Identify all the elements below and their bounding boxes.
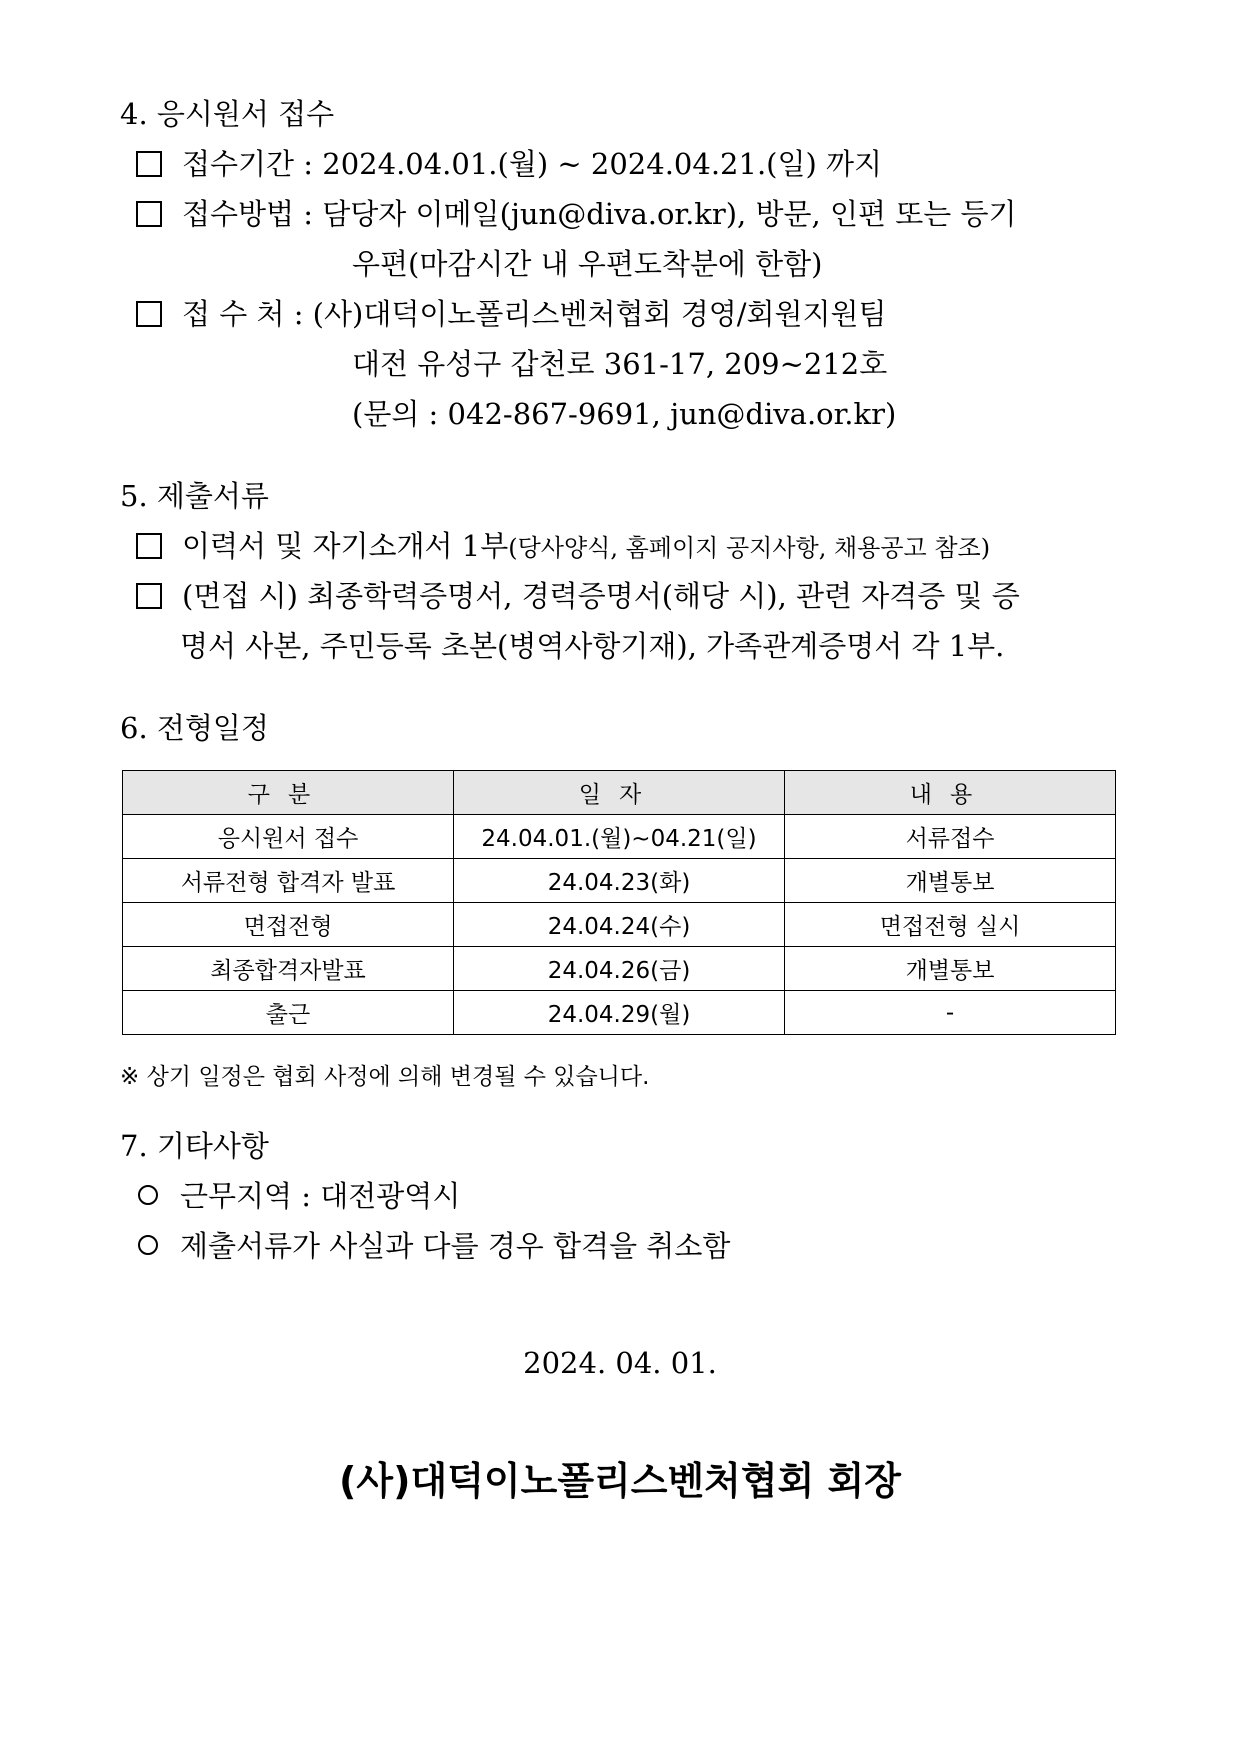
schedule-table: [122, 770, 1116, 1035]
checkbox-square-icon: [136, 151, 162, 177]
table-cell: 최종합격자발표: [123, 947, 454, 991]
table-row: [123, 859, 1116, 903]
schedule-note: ※ 상기 일정은 협회 사정에 의해 변경될 수 있습니다.: [120, 1064, 650, 1090]
table-row: [123, 991, 1116, 1035]
table-row: [123, 815, 1116, 859]
section6-heading: 6. 전형일정: [120, 711, 269, 745]
column-header: 내용: [785, 771, 1116, 815]
table-cell: 서류접수: [785, 815, 1116, 859]
table-cell: 출근: [123, 991, 454, 1035]
item1-note: (당사양식, 홈페이지 공지사항, 채용공고 참조): [508, 534, 991, 562]
item1-text: 이력서 및 자기소개서 1부: [182, 529, 509, 563]
table-cell: -: [785, 991, 1116, 1035]
item2-text-cont: 명서 사본, 주민등록 초본(병역사항기재), 가족관계증명서 각 1부.: [180, 629, 1005, 663]
item-text: 제출서류가 사실과 다를 경우 합격을 취소함: [180, 1229, 731, 1263]
table-cell: 개별통보: [785, 859, 1116, 903]
section5-heading: 5. 제출서류: [120, 479, 269, 513]
table-cell: 개별통보: [785, 947, 1116, 991]
item2-text: (면접 시) 최종학력증명서, 경력증명서(해당 시), 관련 자격증 및 증: [182, 579, 1020, 613]
section4-place-item: [136, 296, 887, 332]
checkbox-square-icon: [136, 533, 162, 559]
column-header: 일자: [454, 771, 785, 815]
table-cell: 서류전형 합격자 발표: [123, 859, 454, 903]
section4-period-item: [136, 146, 882, 182]
place-text: 접 수 처 : (사)대덕이노폴리스벤처협회 경영/회원지원팀: [182, 297, 887, 331]
checkbox-square-icon: [136, 583, 162, 609]
table-cell: 24.04.23(화): [454, 859, 785, 903]
column-header: 구분: [123, 771, 454, 815]
table-cell: 24.04.24(수): [454, 903, 785, 947]
section4-heading: 4. 응시원서 접수: [120, 97, 335, 131]
table-cell: 24.04.29(월): [454, 991, 785, 1035]
circle-bullet-icon: [138, 1235, 158, 1255]
section7-item2: [138, 1228, 730, 1264]
table-header-row: [123, 771, 1116, 815]
method-text-cont: 우편(마감시간 내 우편도착분에 한함): [352, 247, 823, 281]
section5-item1: [136, 528, 990, 566]
table-cell: 면접전형: [123, 903, 454, 947]
place-address: 대전 유성구 갑천로 361-17, 209~212호: [352, 347, 888, 381]
method-text: 접수방법 : 담당자 이메일(jun@diva.or.kr), 방문, 인편 또는 등기: [182, 197, 1017, 231]
item-text: 근무지역 : 대전광역시: [180, 1179, 461, 1213]
table-row: [123, 947, 1116, 991]
table-cell: 24.04.01.(월)~04.21(일): [454, 815, 785, 859]
table-cell: 면접전형 실시: [785, 903, 1116, 947]
table-row: [123, 903, 1116, 947]
section7-heading: 7. 기타사항: [120, 1129, 269, 1163]
table-cell: 24.04.26(금): [454, 947, 785, 991]
section7-item1: [138, 1178, 460, 1214]
place-contact: (문의 : 042-867-9691, jun@diva.or.kr): [352, 397, 897, 431]
section5-item2: [136, 578, 1020, 614]
circle-bullet-icon: [138, 1185, 158, 1205]
signature-title: (사)대덕이노폴리스벤처협회 회장: [339, 1459, 901, 1503]
section4-method-item: [136, 196, 1016, 232]
table-cell: 응시원서 접수: [123, 815, 454, 859]
period-text: 접수기간 : 2024.04.01.(월) ~ 2024.04.21.(일) 까지: [182, 147, 883, 181]
checkbox-square-icon: [136, 301, 162, 327]
document-date: 2024. 04. 01.: [523, 1346, 717, 1380]
checkbox-square-icon: [136, 201, 162, 227]
